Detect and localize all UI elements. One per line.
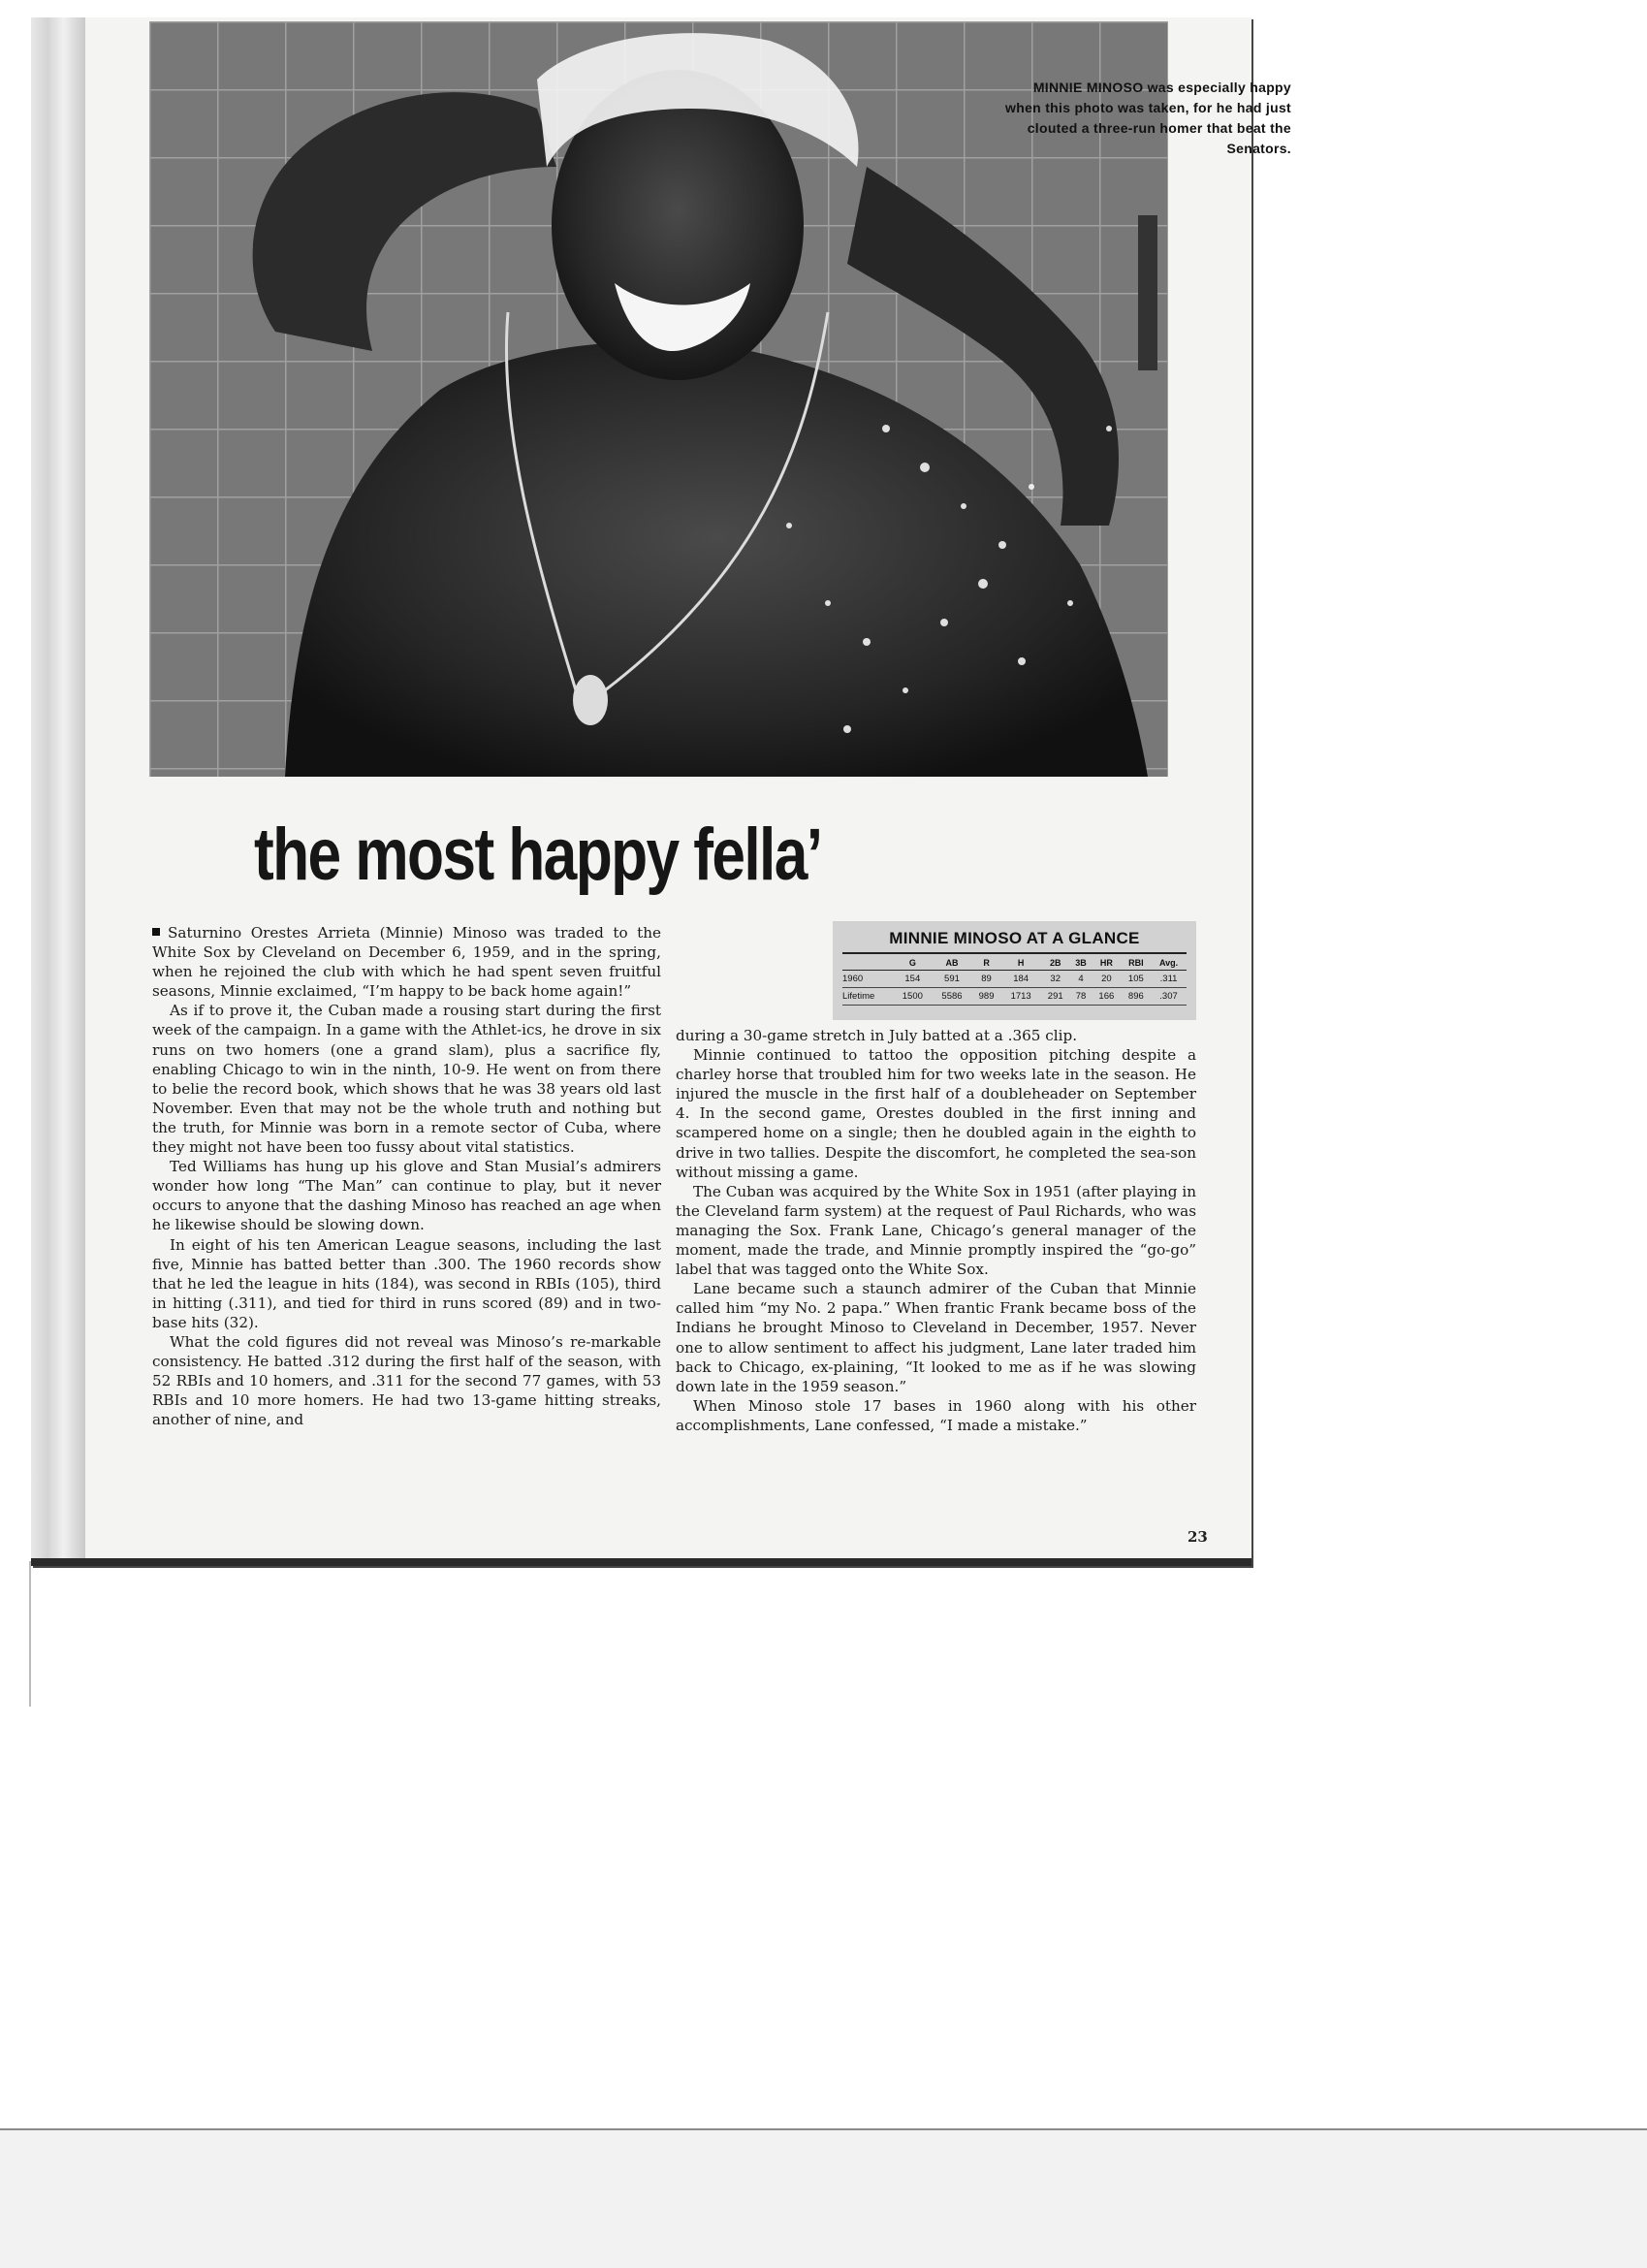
paragraph-text: Saturnino Orestes Arrieta (Minnie) Minoso was traded to the White Sox by Cleveland on December 6, 1959, and in the spring, when he rejoined the club with which he had spent seven fruitful seasons, Minnie exclaimed, “I’m happy to be back home again!” bbox=[152, 924, 661, 1001]
article-paragraph: Lane became such a staunch admirer of the Cuban that Minnie called him “my No. 2 papa.” When frantic Frank became boss of the Indians he brought Minoso to Cleveland in December, 1957. Never one to allow sentiment to affect his judgment, Lane later traded him back to Chicago, ex-plaining, “It looked to me as if he was slowing down late in the 1959 season.” bbox=[676, 1280, 1196, 1395]
article-paragraph: In eight of his ten American League seasons, including the last five, Minnie has batted better than .300. The 1960 records show that he led the league in hits (184), was second in RBIs (105), third in hitting (.311), and tied for third in runs scored (89) and in two-base hits (32). bbox=[152, 1235, 661, 1331]
article-paragraph: Ted Williams has hung up his glove and Stan Musial’s admirers wonder how long “The Man” can continue to play, but it never occurs to anyone that the dashing Minoso has reached an age when he likewise should be slowing down. bbox=[152, 1158, 661, 1234]
stats-column-header: 3B bbox=[1070, 956, 1092, 971]
binding-gutter bbox=[31, 17, 85, 1558]
bullet-icon bbox=[152, 928, 160, 936]
stats-cell: 89 bbox=[971, 971, 1001, 988]
stats-cell: 291 bbox=[1040, 988, 1070, 1006]
article-paragraph: When Minoso stole 17 bases in 1960 along with his other accomplishments, Lane confessed, “I made a mistake.” bbox=[676, 1396, 1196, 1434]
stats-title: MINNIE MINOSO AT A GLANCE bbox=[889, 929, 1140, 947]
stats-cell: 78 bbox=[1070, 988, 1092, 1006]
stats-box bbox=[833, 921, 1196, 1020]
stats-cell: 184 bbox=[1001, 971, 1041, 988]
stats-column-header: RBI bbox=[1122, 956, 1152, 971]
article-paragraph bbox=[152, 923, 661, 1001]
stats-column-header: R bbox=[971, 956, 1001, 971]
article-paragraph: Minnie continued to tattoo the opposition pitching despite a charley horse that troubled him for two weeks late in the season. He injured the muscle in the first half of a doubleheader on September 4. In the second game, Orestes doubled in the first inning and scampered home on a single; then he doubled again in the eighth to drive in two tallies. Despite the discomfort, he completed the sea-son without missing a game. bbox=[676, 1046, 1196, 1181]
stats-cell: 4 bbox=[1070, 971, 1092, 988]
stats-cell: 989 bbox=[971, 988, 1001, 1006]
article-right-column bbox=[676, 1026, 1196, 1435]
stats-cell: 105 bbox=[1122, 971, 1152, 988]
stats-column-header: HR bbox=[1092, 956, 1122, 971]
stats-column-header: 2B bbox=[1040, 956, 1070, 971]
stats-cell: 32 bbox=[1040, 971, 1070, 988]
stats-divider bbox=[842, 952, 1187, 954]
stats-cell: 1713 bbox=[1001, 988, 1041, 1006]
article-paragraph: during a 30-game stretch in July batted at a .365 clip. bbox=[676, 1027, 1078, 1044]
stats-cell: Lifetime bbox=[842, 988, 893, 1006]
stats-table bbox=[842, 956, 1187, 1006]
article-headline: the most happy fella’ bbox=[254, 814, 822, 896]
page-edge-shadow bbox=[29, 1561, 31, 1707]
stats-column-header bbox=[842, 956, 893, 971]
magazine-page bbox=[31, 17, 1291, 1566]
photo-caption: MINNIE MINOSO was especially happy when this photo was taken, for he had just clouted a three-run homer that beat the Senators. bbox=[1005, 80, 1291, 156]
stats-row bbox=[842, 971, 1187, 988]
stats-cell: 896 bbox=[1122, 988, 1152, 1006]
stats-cell: 1960 bbox=[842, 971, 893, 988]
stats-cell: .311 bbox=[1151, 971, 1187, 988]
article-paragraph: As if to prove it, the Cuban made a rousing start during the first week of the campaign. In a game with the Athlet-ics, he drove in six runs on two homers (one a grand slam), plus a sacrifice fly, enabling Chicago to win in the ninth, 10-9. He went on from there to belie the record book, which shows that he was 38 years old last November. Even that may not be the whole truth and nothing but the truth, for Minnie was born in a remote sector of Cuba, where they might not have been too fussy about vital statistics. bbox=[152, 1002, 661, 1157]
scanner-bed-margin bbox=[0, 2128, 1647, 2268]
stats-cell: 1500 bbox=[893, 988, 933, 1006]
stats-header-row bbox=[842, 956, 1187, 971]
article-paragraph: The Cuban was acquired by the White Sox in 1951 (after playing in the Cleveland farm system) at the request of Paul Richards, who was managing the Sox. Frank Lane, Chicago’s general manager of the moment, made the trade, and Minnie promptly inspired the “go-go” label that was tagged onto the White Sox. bbox=[676, 1182, 1196, 1279]
stats-column-header: Avg. bbox=[1151, 956, 1187, 971]
stats-cell: 591 bbox=[933, 971, 972, 988]
page-number: 23 bbox=[1188, 1528, 1208, 1546]
stats-row bbox=[842, 988, 1187, 1006]
shower-photo bbox=[149, 21, 1291, 777]
stats-column-header: G bbox=[893, 956, 933, 971]
stats-column-header: H bbox=[1001, 956, 1041, 971]
article-paragraph: What the cold figures did not reveal was Minoso’s re-markable consistency. He batted .312 during the first half of the season, with 52 RBIs and 10 homers, and .311 for the second 77 games, with 53 RBIs and 10 more homers. He had two 13-game hitting streaks, another of nine, and bbox=[152, 1332, 661, 1429]
stats-cell: 20 bbox=[1092, 971, 1122, 988]
stats-cell: .307 bbox=[1151, 988, 1187, 1006]
stats-cell: 5586 bbox=[933, 988, 972, 1006]
stats-cell: 166 bbox=[1092, 988, 1122, 1006]
article-left-column bbox=[152, 923, 661, 1429]
stats-cell: 154 bbox=[893, 971, 933, 988]
stats-column-header: AB bbox=[933, 956, 972, 971]
